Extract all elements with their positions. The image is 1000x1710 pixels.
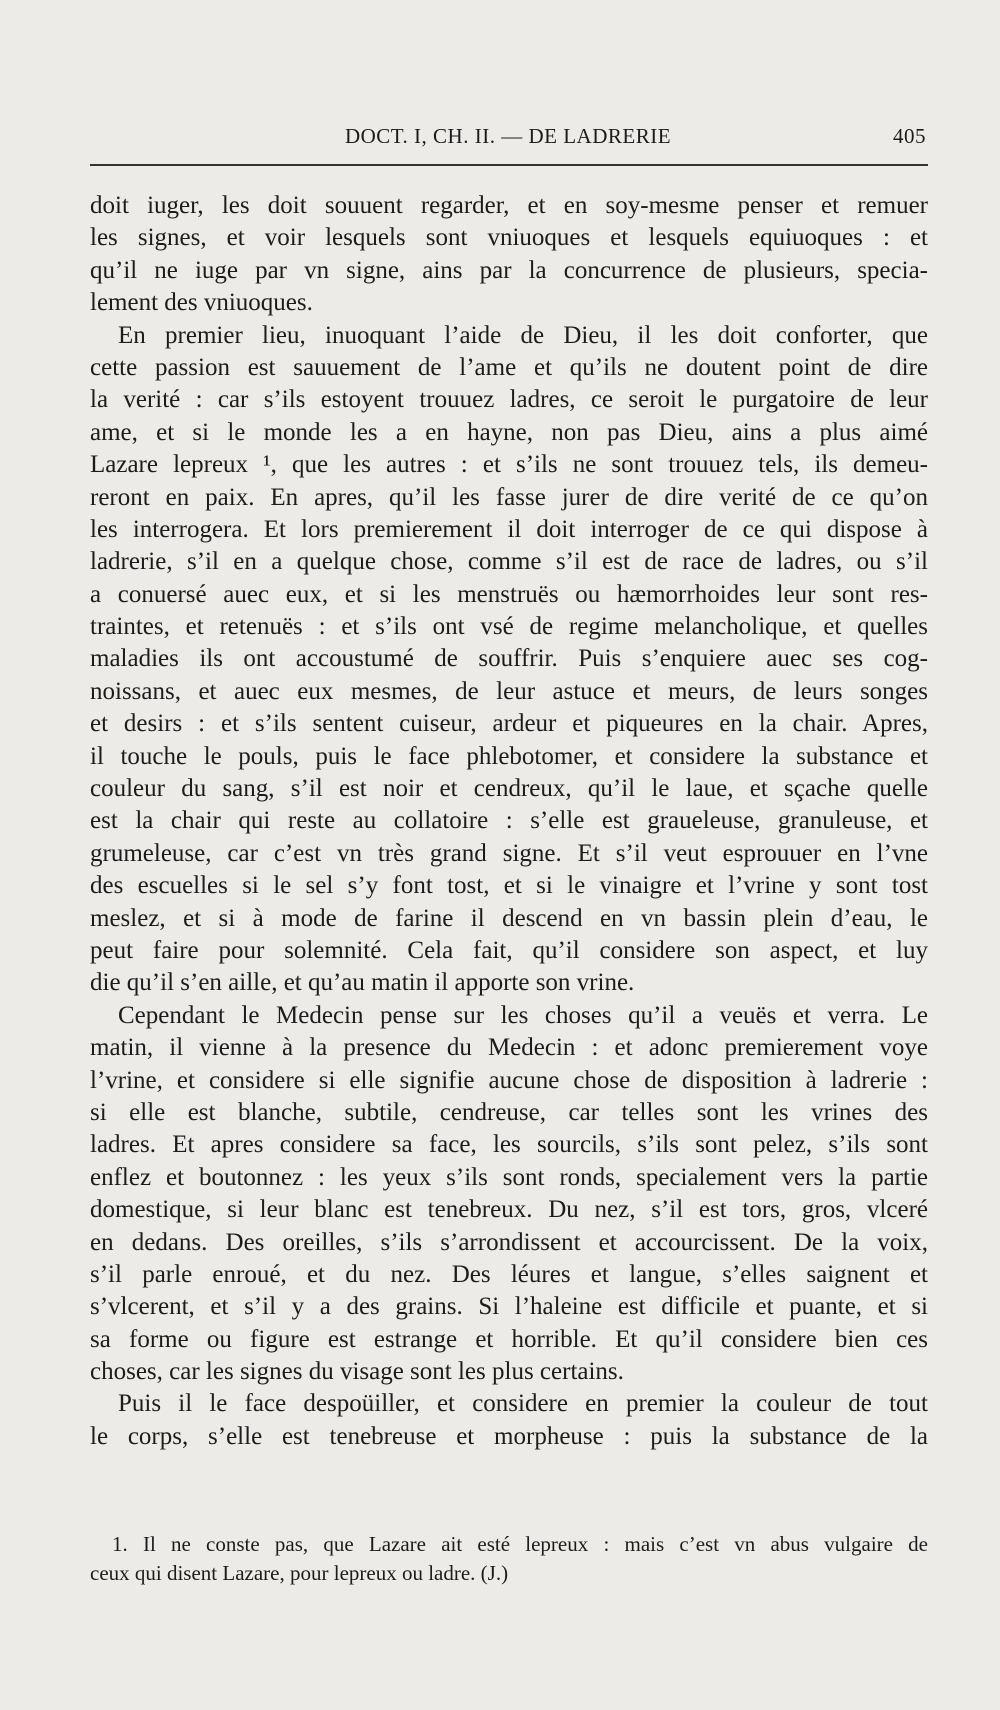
text-line: l’vrine, et considere si elle signifie aucune chose de disposition à ladrerie : [90, 1066, 928, 1094]
text-line: choses, car les signes du visage sont les plus certains. [90, 1358, 624, 1386]
text-line: et desirs : et s’ils sentent cuiseur, ardeur et piqueures en la chair. Apres, [90, 710, 928, 738]
text-line: Puis il le face despoüiller, et considere en premier la couleur de tout [118, 1390, 928, 1418]
text-line: maladies ils ont accoustumé de souffrir. Puis s’enquiere auec ses cog- [90, 645, 928, 673]
text-line: meslez, et si à mode de farine il descend en vn bassin plein d’eau, le [90, 904, 928, 932]
text-line: est la chair qui reste au collatoire : s’elle est graueleuse, granuleuse, et [90, 807, 928, 835]
text-line: doit iuger, les doit souuent regarder, et en soy-mesme penser et remuer [90, 192, 928, 219]
footnote-line: ceux qui disent Lazare, pour lepreux ou ladre. (J.) [90, 1561, 509, 1585]
text-line: noissans, et auec eux mesmes, de leur astuce et meurs, de leurs songes [90, 677, 928, 705]
text-line: ladres. Et apres considere sa face, les sourcils, s’ils sont pelez, s’ils sont [90, 1131, 928, 1159]
text-line: enflez et boutonnez : les yeux s’ils sont ronds, specialement vers la partie [90, 1163, 928, 1191]
text-line: s’il parle enroué, et du nez. Des léures et langue, s’elles saignent et [90, 1260, 928, 1288]
text-line: En premier lieu, inuoquant l’aide de Dieu, il les doit conforter, que [118, 321, 928, 349]
footnotes [90, 1530, 928, 1588]
page-number: 405 [893, 124, 926, 148]
text-line: des escuelles si le sel s’y font tost, et si le vinaigre et l’vrine y sont tost [90, 872, 928, 900]
text-line: matin, il vienne à la presence du Medecin : et adonc premierement voye [90, 1034, 928, 1062]
text-line: s’vlcerent, et s’il y a des grains. Si l’haleine est difficile et puante, et si [90, 1293, 928, 1321]
text-line: lement des vniuoques. [90, 289, 313, 317]
text-line: si elle est blanche, subtile, cendreuse, car telles sont les vrines des [90, 1098, 928, 1126]
text-line: grumeleuse, car c’est vn très grand signe. Et s’il veut esprouuer en l’vne [90, 839, 928, 867]
text-line: le corps, s’elle est tenebreuse et morpheuse : puis la substance de la [90, 1422, 928, 1450]
text-line: couleur du sang, s’il est noir et cendreux, qu’il le laue, et sçache quelle [90, 775, 928, 803]
text-line: domestique, si leur blanc est tenebreux. Du nez, s’il est tors, gros, vlceré [90, 1196, 928, 1224]
text-line: les signes, et voir lesquels sont vniuoques et lesquels equiuoques : et [90, 224, 928, 252]
text-line: reront en paix. En apres, qu’il les fasse jurer de dire verité de ce qu’on [90, 483, 928, 511]
page-header [90, 124, 926, 154]
text-line: ladrerie, s’il en a quelque chose, comme s’il est de race de ladres, ou s’il [90, 548, 928, 576]
text-line: a conuersé auec eux, et si les menstruës ou hæmorrhoides leur sont res- [90, 580, 928, 608]
text-line: il touche le pouls, puis le face phlebotomer, et considere la substance et [90, 742, 928, 770]
text-line: Lazare lepreux ¹, que les autres : et s’ils ne sont trouuez tels, ils demeu- [90, 451, 928, 479]
footnote-line: 1. Il ne conste pas, que Lazare ait esté lepreux : mais c’est vn abus vulgaire de [112, 1532, 928, 1556]
text-line: peut faire pour solemnité. Cela fait, qu’il considere son aspect, et luy [90, 936, 928, 964]
text-line: la verité : car s’ils estoyent trouuez ladres, ce seroit le purgatoire de leur [90, 386, 928, 414]
text-line: les interrogera. Et lors premierement il doit interroger de ce qui dispose à [90, 515, 928, 543]
text-line: traintes, et retenuës : et s’ils ont vsé de regime melancholique, et quelles [90, 613, 928, 641]
body-text [90, 190, 928, 1453]
text-line: ame, et si le monde les a en hayne, non pas Dieu, ains a plus aimé [90, 418, 928, 446]
running-head: DOCT. I, CH. II. — DE LADRERIE [344, 124, 672, 148]
text-line: qu’il ne iuge par vn signe, ains par la concurrence de plusieurs, specia- [90, 256, 928, 284]
text-line: Cependant le Medecin pense sur les choses qu’il a veuës et verra. Le [118, 1001, 928, 1029]
text-line: en dedans. Des oreilles, s’ils s’arrondissent et accourcissent. De la voix, [90, 1228, 928, 1256]
header-rule [90, 164, 928, 166]
text-line: sa forme ou figure est estrange et horrible. Et qu’il considere bien ces [90, 1325, 928, 1353]
text-line: die qu’il s’en aille, et qu’au matin il apporte son vrine. [90, 969, 635, 997]
text-line: cette passion est sauuement de l’ame et qu’ils ne doutent point de dire [90, 353, 928, 381]
